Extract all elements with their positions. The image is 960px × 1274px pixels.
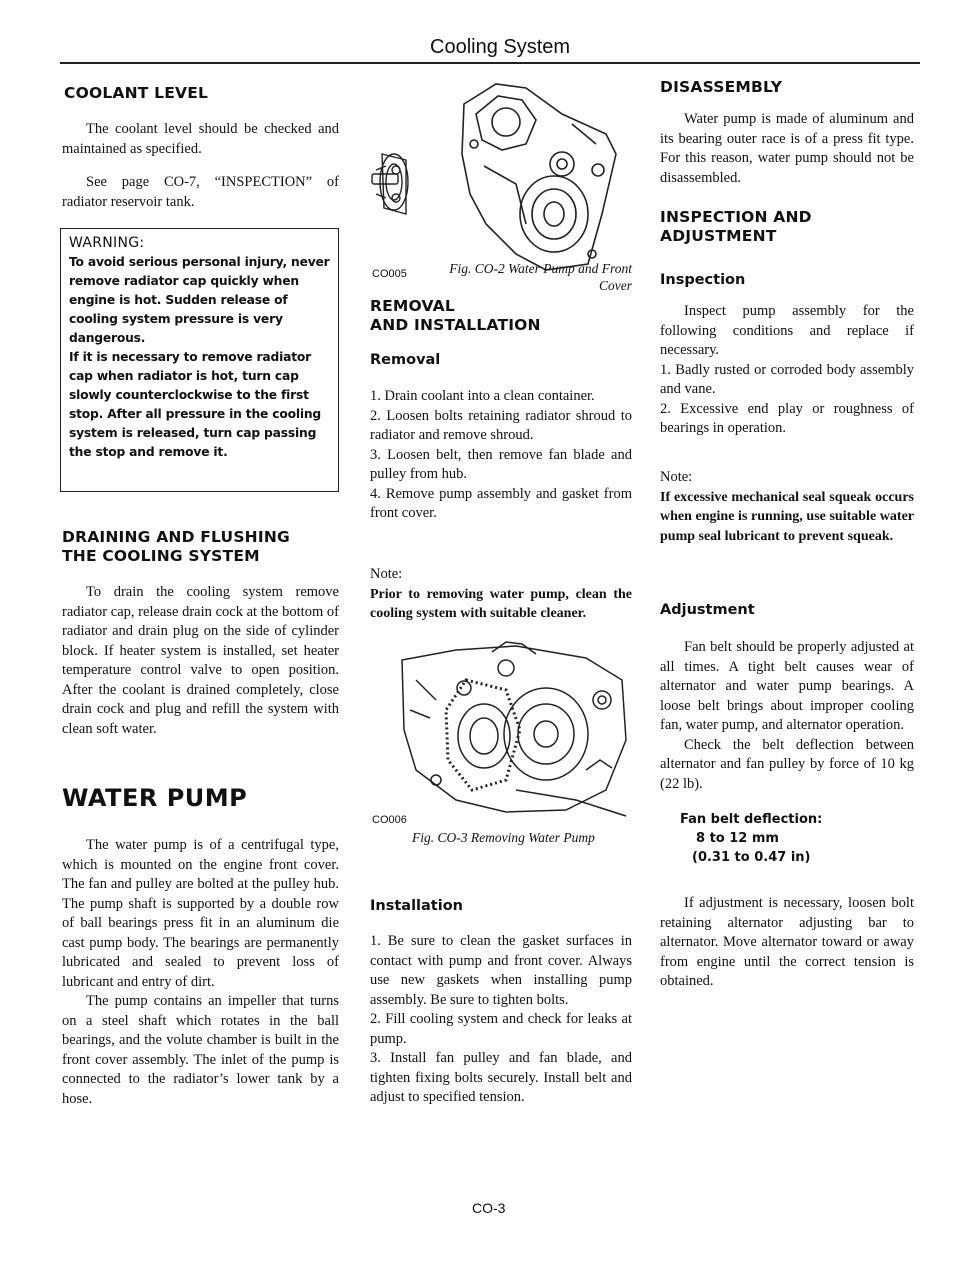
installation-step-3: 3. Install fan pulley and fan blade, and tighten fixing bolts securely. Install belt and adjust to specified tension. (370, 1050, 632, 1105)
fig2-caption-line2: Cover (599, 278, 632, 293)
warning-box (60, 228, 339, 492)
inspection-adjustment-heading (660, 208, 812, 246)
inspection-p1: Inspect pump assembly for the following conditions and replace if necessary. (660, 303, 914, 358)
coolant-level-text (62, 120, 339, 212)
adjustment-p2: Check the belt deflection between alternator and fan pulley by force of 10 kg (22 lb). (660, 736, 914, 792)
inspection-note-text: If excessive mechanical seal squeak occurs when engine is running, use suitable water pump seal lubricant to prevent squeak. (660, 489, 914, 544)
disassembly-p1: Water pump is made of aluminum and its bearing outer race is of a press fit type. For this reason, water pump should not be disassembled. (660, 111, 914, 186)
adjustment-p1: Fan belt should be properly adjusted at all times. A tight belt causes wear of alternator and water pump bearings. A loose belt brings about improper cooling fan, water pump, and alternator operation. (660, 639, 914, 733)
removal-steps (370, 387, 632, 524)
fig2-caption (370, 260, 632, 294)
removal-step-1: 1. Drain coolant into a clean container. (370, 388, 595, 404)
belt-deflection-spec (680, 810, 822, 867)
removal-step-4: 4. Remove pump assembly and gasket from front cover. (370, 485, 632, 521)
fig2-code: CO005 (372, 268, 407, 280)
removing-water-pump-illustration (396, 640, 632, 820)
spec-value-2: (0.31 to 0.47 in) (692, 850, 811, 865)
spec-value-1: 8 to 12 mm (696, 831, 779, 846)
draining-heading-line1: DRAINING AND FLUSHING (62, 528, 290, 546)
fig3-caption: Fig. CO-3 Removing Water Pump (412, 830, 595, 845)
draining-p1: To drain the cooling system remove radiator cap, release drain cock at the bottom of radiator and drain plug on the side of cylinder block. If heater system is installed, set heater temperature control valve to open position. After the coolant is drained completely, close drain cock and plug and refill the system with clean soft water. (62, 584, 339, 737)
coolant-level-p2: See page CO-7, “INSPECTION” of radiator reservoir tank. (62, 174, 339, 210)
page-header-title: Cooling System (430, 36, 571, 58)
adjustment-heading: Adjustment (660, 602, 755, 618)
fig2-caption-line1: Fig. CO-2 Water Pump and Front (449, 261, 632, 276)
inspection-note-label: Note: (660, 469, 693, 485)
removal-step-2: 2. Loosen bolts retaining radiator shroud to radiator and remove shroud. (370, 407, 632, 443)
installation-heading: Installation (370, 898, 463, 914)
page-number: CO-3 (472, 1200, 506, 1216)
adjustment-p3: If adjustment is necessary, loosen bolt retaining alternator adjusting bar to alternator. Move alternator toward or away from engine until the correct tension is obtained. (660, 895, 914, 989)
coolant-level-p1: The coolant level should be checked and maintained as specified. (62, 121, 339, 157)
removal-installation-heading-line1: REMOVAL (370, 297, 455, 315)
figure-removing-water-pump (396, 640, 632, 820)
removal-heading: Removal (370, 352, 441, 368)
draining-heading (62, 528, 290, 566)
inspection-heading: Inspection (660, 272, 746, 288)
warning-body-2: If it is necessary to remove radiator cap when radiator is hot, turn cap slowly counterclockwise to the first stop. After all pressure in the cooling system is released, turn cap passing the stop and remove it. (69, 350, 322, 459)
inspection-item-2: 2. Excessive end play or roughness of bearings in operation. (660, 400, 914, 436)
disassembly-text (660, 110, 914, 188)
adjustment-text (660, 638, 914, 794)
installation-steps (370, 932, 632, 1108)
removal-installation-heading (370, 297, 541, 335)
installation-step-2: 2. Fill cooling system and check for leaks at pump. (370, 1011, 632, 1047)
warning-body-1: To avoid serious personal injury, never remove radiator cap quickly when engine is hot. Sudden release of cooling system pressure is very dangerous. (69, 255, 330, 345)
draining-heading-line2: THE COOLING SYSTEM (62, 547, 260, 565)
removal-note-label: Note: (370, 566, 403, 582)
warning-title: WARNING: (69, 235, 145, 251)
water-pump-heading: WATER PUMP (62, 784, 248, 812)
removal-note-text: Prior to removing water pump, clean the cooling system with suitable cleaner. (370, 586, 632, 621)
inspection-adjustment-heading-line1: INSPECTION AND (660, 208, 812, 226)
coolant-level-heading: COOLANT LEVEL (64, 84, 209, 102)
inspection-text (660, 302, 914, 439)
water-pump-text (62, 836, 339, 1109)
inspection-note (660, 468, 914, 546)
installation-step-1: 1. Be sure to clean the gasket surfaces in contact with pump and front cover. Always use new gaskets when installing pump assembly. Be sure to tighten bolts. (370, 933, 632, 1008)
removal-note (370, 565, 632, 624)
adjustment-text-2 (660, 894, 914, 992)
draining-text (62, 583, 339, 739)
fig3-code: CO006 (372, 814, 407, 826)
water-pump-front-cover-illustration (366, 74, 632, 274)
water-pump-p2: The pump contains an impeller that turns on a steel shaft which rotates in the ball bearings, and the volute chamber is built in the front cover assembly. The inlet of the pump is connected to the radiator’s lower tank by a hose. (62, 993, 339, 1107)
inspection-item-1: 1. Badly rusted or corroded body assembly and vane. (660, 361, 914, 397)
water-pump-p1: The water pump is of a centrifugal type, which is mounted on the engine front cover. The fan and pulley are bolted at the pulley hub. The pump shaft is supported by a double row of ball bearings press fit in an aluminum die cast pump body. The bearings are permanently lubricated and sealed to prevent loss of lubricant and entry of dirt. (62, 837, 339, 990)
header-rule (60, 62, 920, 64)
inspection-adjustment-heading-line2: ADJUSTMENT (660, 227, 777, 245)
removal-step-3: 3. Loosen belt, then remove fan blade and pulley from hub. (370, 446, 632, 482)
removal-installation-heading-line2: AND INSTALLATION (370, 316, 541, 334)
disassembly-heading: DISASSEMBLY (660, 78, 783, 96)
spec-label: Fan belt deflection: (680, 812, 823, 827)
figure-water-pump-front-cover (366, 74, 632, 274)
